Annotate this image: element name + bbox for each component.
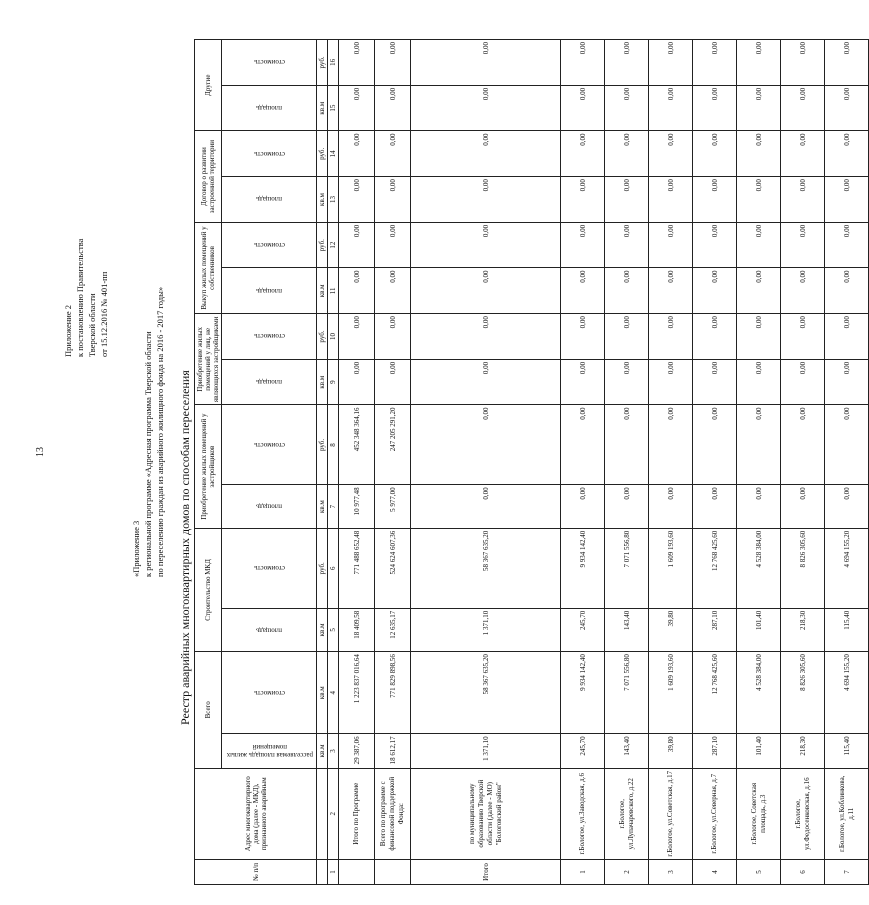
row-number: [375, 859, 411, 884]
cell-cs: 4 694 155,20: [825, 528, 869, 608]
cell-pa: 0,00: [605, 485, 649, 528]
cell-cs: 58 367 635,20: [411, 528, 561, 608]
cell-ca: 287,10: [693, 608, 737, 651]
row-number: [339, 859, 375, 884]
cell-bs: 0,00: [339, 222, 375, 268]
cell-ta: 0,00: [737, 177, 781, 223]
column-number: 3: [328, 734, 339, 768]
cell-a: 18 612,17: [375, 734, 411, 768]
cell-ca: 101,40: [737, 608, 781, 651]
cell-oa: 0,00: [649, 85, 693, 131]
header-buyout: Выкуп жилых помещений у собственников: [195, 222, 222, 313]
cell-oa: 0,00: [375, 85, 411, 131]
cell-ba: 0,00: [605, 268, 649, 314]
header-area: площадь: [222, 608, 317, 651]
cell-os: 0,00: [561, 40, 605, 86]
cell-a: 245,70: [561, 734, 605, 768]
row-address: Итого по Программе: [339, 768, 375, 859]
cell-ns: 0,00: [561, 314, 605, 360]
row-number: 6: [781, 859, 825, 884]
page-number: 13: [35, 447, 46, 457]
column-number: 10: [328, 314, 339, 360]
cell-os: 0,00: [737, 40, 781, 86]
cell-oa: 0,00: [605, 85, 649, 131]
column-number: 9: [328, 359, 339, 405]
table-row: [693, 40, 737, 885]
cell-cs: 9 934 142,40: [561, 528, 605, 608]
cell-os: 0,00: [339, 40, 375, 86]
cell-na: 0,00: [825, 359, 869, 405]
cell-os: 0,00: [375, 40, 411, 86]
cell-os: 0,00: [605, 40, 649, 86]
cell-pa: 0,00: [693, 485, 737, 528]
row-number: Итого: [411, 859, 561, 884]
header-address: Адрес многоквартирного дома (далее - МКД), признанного аварийным: [195, 768, 317, 859]
cell-bs: 0,00: [825, 222, 869, 268]
cell-a: 39,80: [649, 734, 693, 768]
cell-a: 101,40: [737, 734, 781, 768]
cell-s: 9 934 142,40: [561, 652, 605, 734]
header-other: Другие: [195, 40, 222, 131]
table-row: [561, 40, 605, 885]
cell-oa: 0,00: [693, 85, 737, 131]
cell-ts: 0,00: [693, 131, 737, 177]
row-number: 2: [605, 859, 649, 884]
cell-pa: 5 977,00: [375, 485, 411, 528]
cell-ca: 12 635,17: [375, 608, 411, 651]
unit-cell: кв.м: [317, 85, 328, 131]
cell-ns: 0,00: [375, 314, 411, 360]
row-number: 7: [825, 859, 869, 884]
row-address: г.Бологое, ул.Заводская, д.6: [561, 768, 605, 859]
cell-a: 1 371,10: [411, 734, 561, 768]
cell-ba: 0,00: [737, 268, 781, 314]
cell-ta: 0,00: [649, 177, 693, 223]
header-cost: стоимость: [222, 314, 317, 360]
cell-ps: 247 205 291,20: [375, 405, 411, 485]
cell-a: 287,10: [693, 734, 737, 768]
row-number: 1: [561, 859, 605, 884]
cell-na: 0,00: [737, 359, 781, 405]
cell-ca: 218,30: [781, 608, 825, 651]
column-number: 11: [328, 268, 339, 314]
column-number: 2: [328, 768, 339, 859]
cell-oa: 0,00: [825, 85, 869, 131]
cell-ts: 0,00: [649, 131, 693, 177]
cell-ta: 0,00: [375, 177, 411, 223]
cell-ts: 0,00: [605, 131, 649, 177]
header-resettled-area: расселяемая площадь жилых помещений: [222, 734, 317, 768]
column-number: 12: [328, 222, 339, 268]
cell-ns: 0,00: [411, 314, 561, 360]
column-number: 13: [328, 177, 339, 223]
cell-ns: 0,00: [339, 314, 375, 360]
cell-oa: 0,00: [411, 85, 561, 131]
cell-ts: 0,00: [339, 131, 375, 177]
table-row: [375, 40, 411, 885]
cell-a: 218,30: [781, 734, 825, 768]
header-cost: стоимость: [222, 131, 317, 177]
unit-cell: кв.м: [317, 734, 328, 768]
cell-ca: 39,80: [649, 608, 693, 651]
cell-pa: 0,00: [737, 485, 781, 528]
cell-pa: 10 977,48: [339, 485, 375, 528]
unit-cell: кв.м: [317, 268, 328, 314]
cell-s: 1 223 837 016,64: [339, 652, 375, 734]
cell-ca: 245,70: [561, 608, 605, 651]
unit-cell: руб.: [317, 314, 328, 360]
column-number: 16: [328, 40, 339, 86]
row-address: по муниципальному образованию Тверской области (далее - МО) "Бологовский район": [411, 768, 561, 859]
cell-ns: 0,00: [693, 314, 737, 360]
cell-s: 12 768 425,60: [693, 652, 737, 734]
unit-cell: руб.: [317, 405, 328, 485]
column-number: 6: [328, 528, 339, 608]
header-cost: стоимость: [222, 652, 317, 734]
units-row: [317, 40, 328, 885]
cell-ba: 0,00: [339, 268, 375, 314]
cell-ta: 0,00: [411, 177, 561, 223]
table-row: [825, 40, 869, 885]
cell-a: 143,40: [605, 734, 649, 768]
cell-bs: 0,00: [693, 222, 737, 268]
header-total: Всего: [195, 652, 222, 768]
cell-na: 0,00: [411, 359, 561, 405]
cell-ta: 0,00: [561, 177, 605, 223]
cell-oa: 0,00: [781, 85, 825, 131]
cell-os: 0,00: [781, 40, 825, 86]
table-row: [781, 40, 825, 885]
approval-block: [62, 239, 110, 357]
cell-ba: 0,00: [375, 268, 411, 314]
column-number: 7: [328, 485, 339, 528]
cell-cs: 8 826 305,60: [781, 528, 825, 608]
row-address: г.Бологое, ул.Федосенковская, д.16: [781, 768, 825, 859]
unit-cell: руб.: [317, 40, 328, 86]
cell-ba: 0,00: [561, 268, 605, 314]
cell-na: 0,00: [375, 359, 411, 405]
cell-ta: 0,00: [339, 177, 375, 223]
cell-ba: 0,00: [649, 268, 693, 314]
row-address: Всего по программе с финансовой поддержкой Фонда:: [375, 768, 411, 859]
cell-ps: 0,00: [649, 405, 693, 485]
cell-ca: 143,40: [605, 608, 649, 651]
cell-ts: 0,00: [781, 131, 825, 177]
header-cost: стоимость: [222, 40, 317, 86]
header-area: площадь: [222, 359, 317, 405]
cell-oa: 0,00: [561, 85, 605, 131]
cell-na: 0,00: [693, 359, 737, 405]
cell-ps: 0,00: [693, 405, 737, 485]
cell-ba: 0,00: [825, 268, 869, 314]
table-row: [649, 40, 693, 885]
column-numbers-row: [328, 40, 339, 885]
cell-ps: 0,00: [737, 405, 781, 485]
column-number: 4: [328, 652, 339, 734]
cell-ps: 0,00: [825, 405, 869, 485]
header-cost: стоимость: [222, 405, 317, 485]
cell-bs: 0,00: [561, 222, 605, 268]
cell-ns: 0,00: [649, 314, 693, 360]
unit-cell: кв.м: [317, 177, 328, 223]
cell-ps: 0,00: [781, 405, 825, 485]
cell-bs: 0,00: [737, 222, 781, 268]
unit-cell: кв.м: [317, 652, 328, 734]
header-num: № п/п: [195, 859, 317, 884]
row-address: г.Бологое, ул.Коблинкова, д.11: [825, 768, 869, 859]
cell-os: 0,00: [825, 40, 869, 86]
document-title: Реестр аварийных многоквартирных домов по способам переселения: [178, 370, 192, 725]
cell-a: 115,40: [825, 734, 869, 768]
cell-cs: 7 071 556,80: [605, 528, 649, 608]
cell-ps: 0,00: [605, 405, 649, 485]
cell-os: 0,00: [649, 40, 693, 86]
header-cost: стоимость: [222, 222, 317, 268]
row-number: 4: [693, 859, 737, 884]
cell-ta: 0,00: [825, 177, 869, 223]
row-address: г.Бологое, ул.Советская, д.17: [649, 768, 693, 859]
cell-ts: 0,00: [561, 131, 605, 177]
cell-ca: 1 371,10: [411, 608, 561, 651]
approval-line: Приложение 2: [63, 305, 73, 357]
unit-cell: кв.м: [317, 359, 328, 405]
cell-os: 0,00: [411, 40, 561, 86]
cell-s: 8 826 305,60: [781, 652, 825, 734]
header-cost: стоимость: [222, 528, 317, 608]
cell-pa: 0,00: [781, 485, 825, 528]
appendix-block: [130, 287, 166, 577]
cell-s: 1 609 193,60: [649, 652, 693, 734]
header-territory: Договор о развитии застроенной территории: [195, 131, 222, 222]
cell-ta: 0,00: [605, 177, 649, 223]
approval-line: Тверской области: [87, 293, 97, 357]
cell-ps: 452 348 364,16: [339, 405, 375, 485]
cell-na: 0,00: [649, 359, 693, 405]
cell-oa: 0,00: [737, 85, 781, 131]
cell-pa: 0,00: [411, 485, 561, 528]
cell-ca: 115,40: [825, 608, 869, 651]
header-area: площадь: [222, 177, 317, 223]
unit-cell: кв.м: [317, 485, 328, 528]
cell-ba: 0,00: [781, 268, 825, 314]
header-purchase-nondevelopers: Приобретение жилых помещений у лиц, не являющихся застройщиками: [195, 314, 222, 405]
cell-ba: 0,00: [411, 268, 561, 314]
column-number: 8: [328, 405, 339, 485]
cell-ta: 0,00: [781, 177, 825, 223]
row-address: г.Бологое, ул.Северная, д.7: [693, 768, 737, 859]
cell-oa: 0,00: [339, 85, 375, 131]
cell-ta: 0,00: [693, 177, 737, 223]
cell-cs: 524 624 607,36: [375, 528, 411, 608]
cell-s: 58 367 635,20: [411, 652, 561, 734]
cell-bs: 0,00: [375, 222, 411, 268]
cell-bs: 0,00: [605, 222, 649, 268]
cell-na: 0,00: [605, 359, 649, 405]
table-row: [605, 40, 649, 885]
column-number: 1: [328, 859, 339, 884]
cell-os: 0,00: [693, 40, 737, 86]
table-row: [339, 40, 375, 885]
header-purchase-developers: Приобретение жилых помещений у застройщиков: [195, 405, 222, 528]
cell-na: 0,00: [781, 359, 825, 405]
cell-ts: 0,00: [737, 131, 781, 177]
cell-ns: 0,00: [737, 314, 781, 360]
appendix-line: «Приложение 3: [131, 520, 141, 577]
approval-line: от 15.12.2016 № 401-пп: [99, 271, 109, 357]
cell-na: 0,00: [561, 359, 605, 405]
header-construction: Строительство МКД: [195, 528, 222, 651]
column-number: 14: [328, 131, 339, 177]
cell-ps: 0,00: [561, 405, 605, 485]
cell-cs: 12 768 425,60: [693, 528, 737, 608]
cell-na: 0,00: [339, 359, 375, 405]
unit-cell: руб.: [317, 131, 328, 177]
cell-ts: 0,00: [375, 131, 411, 177]
cell-cs: 1 609 193,60: [649, 528, 693, 608]
column-number: 5: [328, 608, 339, 651]
table-body: [328, 40, 869, 885]
cell-ca: 18 409,58: [339, 608, 375, 651]
header-area: площадь: [222, 485, 317, 528]
appendix-line: к региональной программе «Адресная программа Тверской области: [143, 331, 153, 577]
header-area: площадь: [222, 85, 317, 131]
cell-pa: 0,00: [561, 485, 605, 528]
cell-bs: 0,00: [781, 222, 825, 268]
row-address: г.Бологое, Советская площадь, д.3: [737, 768, 781, 859]
cell-bs: 0,00: [649, 222, 693, 268]
cell-s: 7 071 556,80: [605, 652, 649, 734]
row-number: 3: [649, 859, 693, 884]
cell-ns: 0,00: [781, 314, 825, 360]
cell-ts: 0,00: [825, 131, 869, 177]
cell-a: 29 387,06: [339, 734, 375, 768]
cell-ns: 0,00: [825, 314, 869, 360]
unit-cell: руб.: [317, 222, 328, 268]
appendix-line: по переселению граждан из аварийного жилищного фонда на 2016 - 2017 годы»: [155, 286, 165, 577]
unit-cell: кв.м: [317, 608, 328, 651]
cell-cs: 771 488 652,48: [339, 528, 375, 608]
table-row: [411, 40, 561, 885]
header-area: площадь: [222, 268, 317, 314]
row-number: 5: [737, 859, 781, 884]
cell-s: 4 694 155,20: [825, 652, 869, 734]
registry-table: [194, 39, 869, 885]
cell-bs: 0,00: [411, 222, 561, 268]
cell-ts: 0,00: [411, 131, 561, 177]
cell-ba: 0,00: [693, 268, 737, 314]
column-number: 15: [328, 85, 339, 131]
approval-line: к постановлению Правительства: [75, 238, 85, 357]
cell-ns: 0,00: [605, 314, 649, 360]
cell-ps: 0,00: [411, 405, 561, 485]
cell-pa: 0,00: [825, 485, 869, 528]
cell-s: 771 829 898,56: [375, 652, 411, 734]
table-row: [737, 40, 781, 885]
cell-cs: 4 528 384,00: [737, 528, 781, 608]
unit-cell: руб.: [317, 528, 328, 608]
cell-pa: 0,00: [649, 485, 693, 528]
row-address: г.Бологое, ул.Лупачаревского, д.22: [605, 768, 649, 859]
cell-s: 4 528 384,00: [737, 652, 781, 734]
